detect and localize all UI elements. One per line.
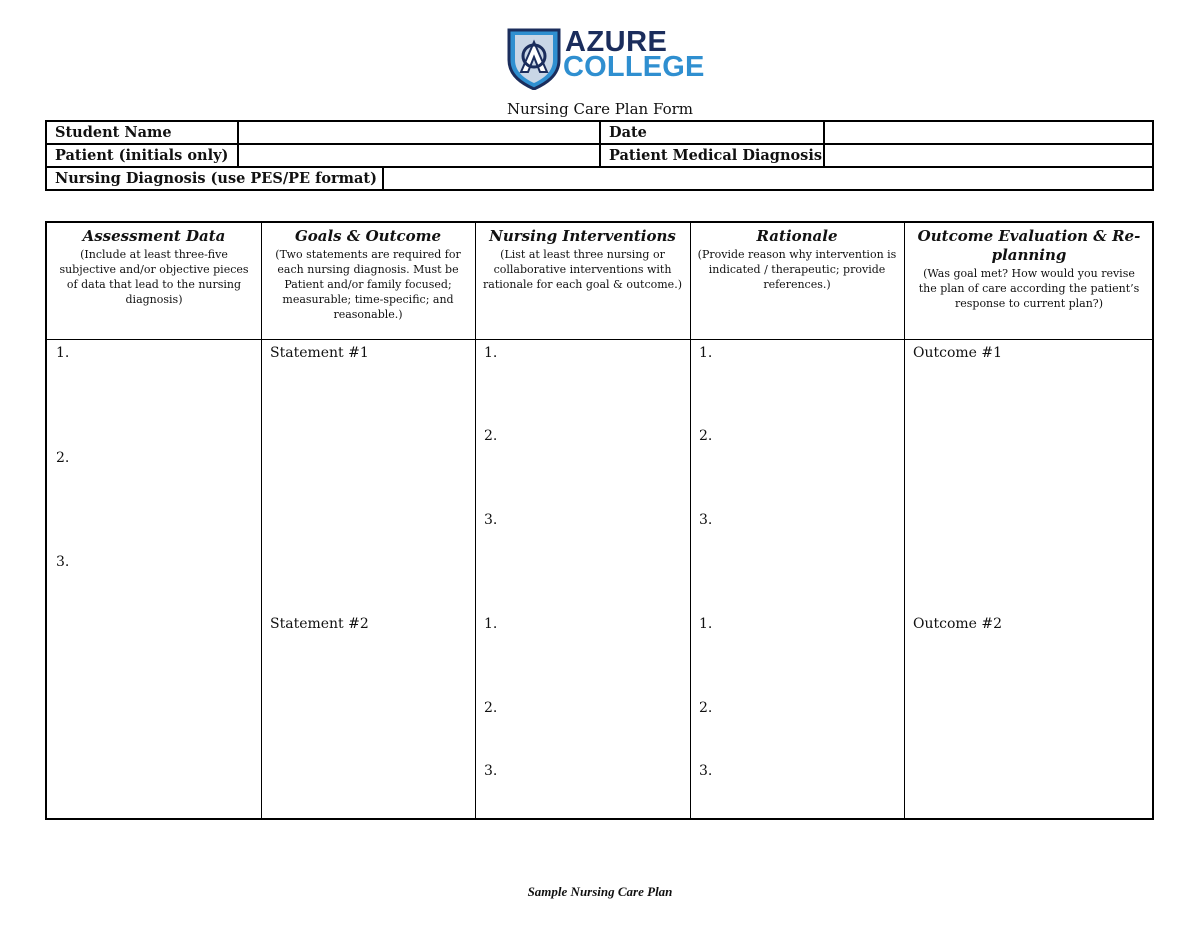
header-outcome-title: Outcome Evaluation & Re-planning bbox=[917, 227, 1141, 264]
rationale-item[interactable]: 3. bbox=[699, 763, 713, 779]
info-table bbox=[45, 120, 1154, 191]
intervention-item[interactable]: 3. bbox=[484, 763, 498, 779]
info-row-student bbox=[47, 122, 1152, 145]
intervention-item[interactable]: 2. bbox=[484, 428, 498, 444]
info-row-patient bbox=[47, 145, 1152, 168]
medical-diagnosis-label: Patient Medical Diagnosis bbox=[601, 145, 825, 166]
intervention-item[interactable]: 3. bbox=[484, 512, 498, 528]
student-name-field[interactable] bbox=[239, 122, 601, 143]
info-row-nursing-diagnosis bbox=[47, 168, 1152, 191]
column-divider bbox=[904, 223, 905, 818]
header-assessment-desc: (Include at least three-five subjective and/or objective pieces of data that lead to the nursing diagnosis) bbox=[59, 248, 249, 306]
care-plan-table bbox=[45, 221, 1154, 820]
goal-statement[interactable]: Statement #2 bbox=[270, 616, 369, 632]
goal-statement[interactable]: Statement #1 bbox=[270, 345, 369, 361]
assessment-item[interactable]: 3. bbox=[56, 554, 70, 570]
column-divider bbox=[690, 223, 691, 818]
header-interventions bbox=[475, 227, 690, 292]
logo-text-azure: AZURE bbox=[565, 26, 668, 58]
intervention-item[interactable]: 1. bbox=[484, 345, 498, 361]
nursing-diagnosis-label: Nursing Diagnosis (use PES/PE format) bbox=[47, 168, 384, 191]
nursing-diagnosis-field[interactable] bbox=[384, 168, 1152, 191]
header-assessment-title: Assessment Data bbox=[82, 227, 226, 245]
header-outcome bbox=[904, 227, 1154, 311]
intervention-item[interactable]: 1. bbox=[484, 616, 498, 632]
azure-college-logo bbox=[507, 26, 705, 92]
rationale-item[interactable]: 3. bbox=[699, 512, 713, 528]
assessment-item[interactable]: 2. bbox=[56, 450, 70, 466]
patient-field[interactable] bbox=[239, 145, 601, 166]
header-goals-desc: (Two statements are required for each nursing diagnosis. Must be Patient and/or family focused; measurable; time-specific; and reasonable.) bbox=[275, 248, 461, 321]
footer-caption: Sample Nursing Care Plan bbox=[527, 884, 673, 899]
assessment-item[interactable]: 1. bbox=[56, 345, 70, 361]
header-interventions-title: Nursing Interventions bbox=[489, 227, 676, 245]
header-divider bbox=[47, 339, 1152, 340]
outcome-item[interactable]: Outcome #1 bbox=[913, 345, 1003, 361]
header-outcome-desc: (Was goal met? How would you revise the plan of care according the patient’s response to current plan?) bbox=[918, 267, 1140, 310]
header-goals bbox=[261, 227, 475, 322]
rationale-item[interactable]: 2. bbox=[699, 428, 713, 444]
header-rationale-desc: (Provide reason why intervention is indicated / therapeutic; provide references.) bbox=[697, 248, 897, 291]
header-rationale-title: Rationale bbox=[756, 227, 838, 245]
rationale-item[interactable]: 1. bbox=[699, 345, 713, 361]
intervention-item[interactable]: 2. bbox=[484, 700, 498, 716]
rationale-item[interactable]: 2. bbox=[699, 700, 713, 716]
medical-diagnosis-field[interactable] bbox=[825, 145, 1152, 166]
date-field[interactable] bbox=[825, 122, 1152, 143]
rationale-item[interactable]: 1. bbox=[699, 616, 713, 632]
form-title: Nursing Care Plan Form bbox=[507, 100, 693, 118]
shield-logo-icon bbox=[507, 26, 561, 90]
outcome-item[interactable]: Outcome #2 bbox=[913, 616, 1003, 632]
header-interventions-desc: (List at least three nursing or collaborative interventions with rationale for each goal & outcome.) bbox=[483, 248, 682, 291]
patient-label: Patient (initials only) bbox=[47, 145, 239, 166]
date-label: Date bbox=[601, 122, 825, 143]
header-goals-title: Goals & Outcome bbox=[294, 227, 442, 245]
logo-text-college: COLLEGE bbox=[563, 51, 705, 83]
header-assessment bbox=[47, 227, 261, 307]
header-rationale bbox=[690, 227, 904, 292]
student-name-label: Student Name bbox=[47, 122, 239, 143]
column-divider bbox=[475, 223, 476, 818]
